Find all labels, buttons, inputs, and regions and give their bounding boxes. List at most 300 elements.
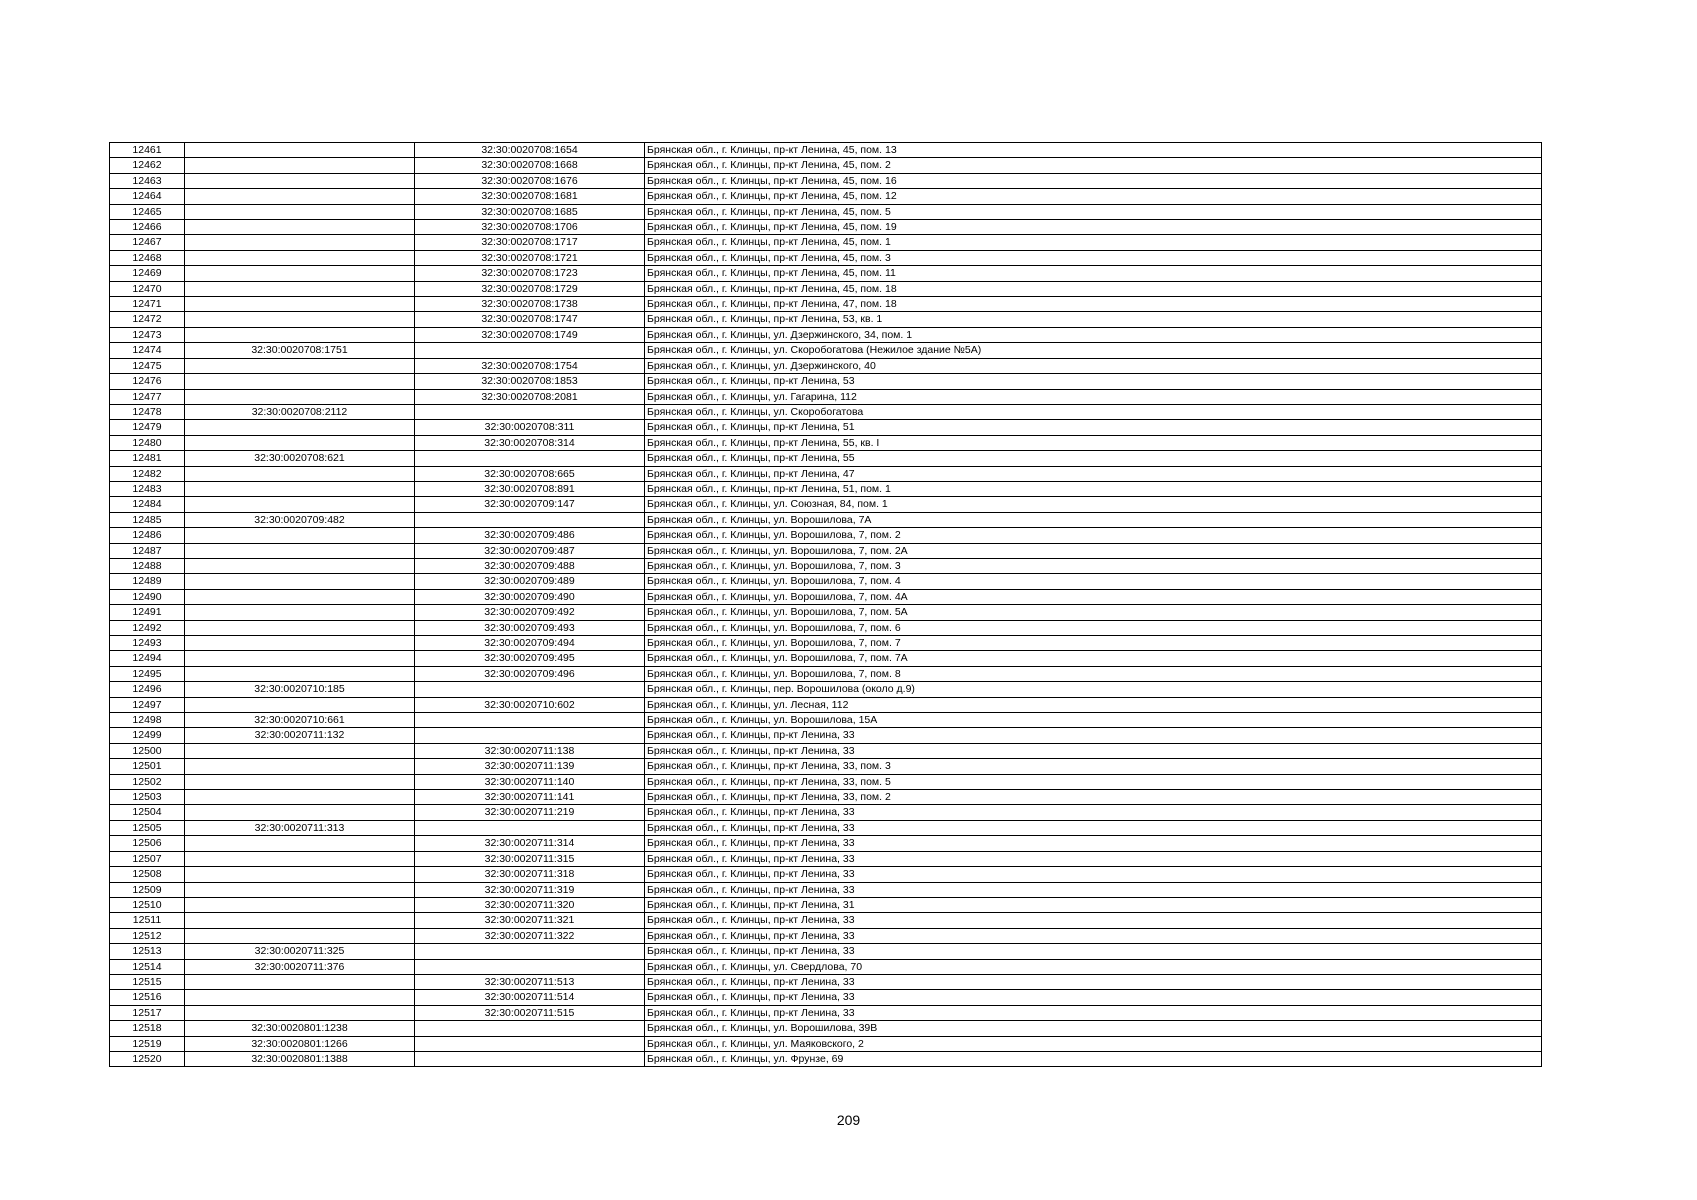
address-cell: Брянская обл., г. Клинцы, ул. Дзержинского, 34, пом. 1	[645, 327, 1542, 342]
building-cadastral-cell: 32:30:0020708:311	[415, 420, 645, 435]
row-number-cell: 12520	[110, 1051, 185, 1066]
table-row	[110, 728, 1542, 743]
building-cadastral-cell	[415, 343, 645, 358]
address-cell: Брянская обл., г. Клинцы, пр-кт Ленина, 33	[645, 743, 1542, 758]
building-cadastral-cell: 32:30:0020709:490	[415, 589, 645, 604]
land-cadastral-cell	[185, 189, 415, 204]
table-row	[110, 805, 1542, 820]
table-row	[110, 512, 1542, 527]
address-cell: Брянская обл., г. Клинцы, ул. Союзная, 84, пом. 1	[645, 497, 1542, 512]
building-cadastral-cell: 32:30:0020711:140	[415, 774, 645, 789]
building-cadastral-cell	[415, 728, 645, 743]
land-cadastral-cell	[185, 435, 415, 450]
building-cadastral-cell: 32:30:0020709:488	[415, 558, 645, 573]
address-cell: Брянская обл., г. Клинцы, ул. Скоробогатова (Нежилое здание №5А)	[645, 343, 1542, 358]
row-number-cell: 12514	[110, 959, 185, 974]
table-row	[110, 343, 1542, 358]
table-row	[110, 266, 1542, 281]
address-cell: Брянская обл., г. Клинцы, ул. Ворошилова, 7, пом. 4	[645, 574, 1542, 589]
land-cadastral-cell	[185, 651, 415, 666]
row-number-cell: 12488	[110, 558, 185, 573]
address-cell: Брянская обл., г. Клинцы, пр-кт Ленина, 51, пом. 1	[645, 481, 1542, 496]
table-row	[110, 404, 1542, 419]
address-cell: Брянская обл., г. Клинцы, пр-кт Ленина, 33	[645, 851, 1542, 866]
row-number-cell: 12465	[110, 204, 185, 219]
building-cadastral-cell: 32:30:0020711:138	[415, 743, 645, 758]
table-row	[110, 543, 1542, 558]
row-number-cell: 12483	[110, 481, 185, 496]
land-cadastral-cell	[185, 543, 415, 558]
table-row	[110, 959, 1542, 974]
row-number-cell: 12500	[110, 743, 185, 758]
row-number-cell: 12509	[110, 882, 185, 897]
building-cadastral-cell: 32:30:0020708:1723	[415, 266, 645, 281]
table-row	[110, 220, 1542, 235]
address-cell: Брянская обл., г. Клинцы, пр-кт Ленина, 45, пом. 13	[645, 143, 1542, 158]
land-cadastral-cell	[185, 220, 415, 235]
address-cell: Брянская обл., г. Клинцы, пр-кт Ленина, 45, пом. 19	[645, 220, 1542, 235]
table-row	[110, 1036, 1542, 1051]
land-cadastral-cell	[185, 913, 415, 928]
table-row	[110, 1005, 1542, 1020]
address-cell: Брянская обл., г. Клинцы, пр-кт Ленина, 33	[645, 820, 1542, 835]
address-cell: Брянская обл., г. Клинцы, пр-кт Ленина, 33	[645, 805, 1542, 820]
address-cell: Брянская обл., г. Клинцы, пр-кт Ленина, 33	[645, 944, 1542, 959]
address-cell: Брянская обл., г. Клинцы, ул. Маяковского, 2	[645, 1036, 1542, 1051]
building-cadastral-cell: 32:30:0020708:1676	[415, 173, 645, 188]
land-cadastral-cell	[185, 589, 415, 604]
row-number-cell: 12507	[110, 851, 185, 866]
row-number-cell: 12502	[110, 774, 185, 789]
land-cadastral-cell: 32:30:0020708:621	[185, 451, 415, 466]
row-number-cell: 12485	[110, 512, 185, 527]
row-number-cell: 12499	[110, 728, 185, 743]
address-cell: Брянская обл., г. Клинцы, ул. Гагарина, 112	[645, 389, 1542, 404]
building-cadastral-cell: 32:30:0020711:139	[415, 759, 645, 774]
table-row	[110, 558, 1542, 573]
building-cadastral-cell: 32:30:0020708:1721	[415, 250, 645, 265]
building-cadastral-cell	[415, 451, 645, 466]
address-cell: Брянская обл., г. Клинцы, ул. Ворошилова, 39В	[645, 1021, 1542, 1036]
building-cadastral-cell: 32:30:0020711:515	[415, 1005, 645, 1020]
building-cadastral-cell: 32:30:0020708:2081	[415, 389, 645, 404]
land-cadastral-cell	[185, 636, 415, 651]
address-cell: Брянская обл., г. Клинцы, ул. Ворошилова, 7, пом. 6	[645, 620, 1542, 635]
row-number-cell: 12468	[110, 250, 185, 265]
land-cadastral-cell	[185, 928, 415, 943]
table-row	[110, 1021, 1542, 1036]
building-cadastral-cell: 32:30:0020709:492	[415, 605, 645, 620]
table-row	[110, 928, 1542, 943]
table-row	[110, 867, 1542, 882]
land-cadastral-cell	[185, 266, 415, 281]
land-cadastral-cell	[185, 297, 415, 312]
row-number-cell: 12463	[110, 173, 185, 188]
address-cell: Брянская обл., г. Клинцы, ул. Скоробогатова	[645, 404, 1542, 419]
table-row	[110, 882, 1542, 897]
building-cadastral-cell: 32:30:0020711:219	[415, 805, 645, 820]
address-cell: Брянская обл., г. Клинцы, пр-кт Ленина, 55	[645, 451, 1542, 466]
address-cell: Брянская обл., г. Клинцы, ул. Ворошилова, 7, пом. 8	[645, 666, 1542, 681]
row-number-cell: 12482	[110, 466, 185, 481]
row-number-cell: 12473	[110, 327, 185, 342]
land-cadastral-cell	[185, 620, 415, 635]
address-cell: Брянская обл., г. Клинцы, пр-кт Ленина, 51	[645, 420, 1542, 435]
address-cell: Брянская обл., г. Клинцы, ул. Лесная, 112	[645, 697, 1542, 712]
land-cadastral-cell: 32:30:0020801:1238	[185, 1021, 415, 1036]
address-cell: Брянская обл., г. Клинцы, пр-кт Ленина, 47	[645, 466, 1542, 481]
address-cell: Брянская обл., г. Клинцы, пр-кт Ленина, 33	[645, 990, 1542, 1005]
address-cell: Брянская обл., г. Клинцы, пр-кт Ленина, 45, пом. 2	[645, 158, 1542, 173]
land-cadastral-cell: 32:30:0020708:1751	[185, 343, 415, 358]
row-number-cell: 12481	[110, 451, 185, 466]
land-cadastral-cell: 32:30:0020801:1388	[185, 1051, 415, 1066]
table-row	[110, 651, 1542, 666]
table-row	[110, 250, 1542, 265]
building-cadastral-cell: 32:30:0020709:487	[415, 543, 645, 558]
address-cell: Брянская обл., г. Клинцы, пр-кт Ленина, 33	[645, 974, 1542, 989]
building-cadastral-cell	[415, 944, 645, 959]
building-cadastral-cell	[415, 682, 645, 697]
address-cell: Брянская обл., г. Клинцы, пр-кт Ленина, 53	[645, 374, 1542, 389]
building-cadastral-cell: 32:30:0020708:1853	[415, 374, 645, 389]
table-row	[110, 281, 1542, 296]
building-cadastral-cell: 32:30:0020711:141	[415, 790, 645, 805]
table-row	[110, 528, 1542, 543]
table-row	[110, 189, 1542, 204]
table-row	[110, 158, 1542, 173]
row-number-cell: 12476	[110, 374, 185, 389]
building-cadastral-cell: 32:30:0020711:319	[415, 882, 645, 897]
address-cell: Брянская обл., г. Клинцы, пр-кт Ленина, 47, пом. 18	[645, 297, 1542, 312]
table-row	[110, 204, 1542, 219]
land-cadastral-cell	[185, 374, 415, 389]
row-number-cell: 12493	[110, 636, 185, 651]
table-row	[110, 374, 1542, 389]
row-number-cell: 12487	[110, 543, 185, 558]
row-number-cell: 12501	[110, 759, 185, 774]
table-row	[110, 897, 1542, 912]
table-row	[110, 836, 1542, 851]
row-number-cell: 12484	[110, 497, 185, 512]
table-row	[110, 143, 1542, 158]
building-cadastral-cell: 32:30:0020708:1747	[415, 312, 645, 327]
land-cadastral-cell	[185, 420, 415, 435]
address-cell: Брянская обл., г. Клинцы, ул. Ворошилова, 7, пом. 7А	[645, 651, 1542, 666]
building-cadastral-cell: 32:30:0020709:147	[415, 497, 645, 512]
address-cell: Брянская обл., г. Клинцы, пер. Ворошилова (около д.9)	[645, 682, 1542, 697]
address-cell: Брянская обл., г. Клинцы, пр-кт Ленина, 45, пом. 3	[645, 250, 1542, 265]
building-cadastral-cell	[415, 404, 645, 419]
row-number-cell: 12475	[110, 358, 185, 373]
land-cadastral-cell	[185, 759, 415, 774]
land-cadastral-cell	[185, 158, 415, 173]
land-cadastral-cell	[185, 743, 415, 758]
address-cell: Брянская обл., г. Клинцы, пр-кт Ленина, 31	[645, 897, 1542, 912]
land-cadastral-cell	[185, 558, 415, 573]
land-cadastral-cell: 32:30:0020711:325	[185, 944, 415, 959]
table-row	[110, 420, 1542, 435]
row-number-cell: 12516	[110, 990, 185, 1005]
land-cadastral-cell	[185, 805, 415, 820]
address-cell: Брянская обл., г. Клинцы, пр-кт Ленина, 53, кв. 1	[645, 312, 1542, 327]
land-cadastral-cell: 32:30:0020711:132	[185, 728, 415, 743]
table-row	[110, 743, 1542, 758]
row-number-cell: 12511	[110, 913, 185, 928]
land-cadastral-cell: 32:30:0020710:661	[185, 713, 415, 728]
table-row	[110, 682, 1542, 697]
land-cadastral-cell	[185, 358, 415, 373]
land-cadastral-cell	[185, 528, 415, 543]
address-cell: Брянская обл., г. Клинцы, пр-кт Ленина, 33	[645, 867, 1542, 882]
building-cadastral-cell: 32:30:0020711:315	[415, 851, 645, 866]
building-cadastral-cell: 32:30:0020708:314	[415, 435, 645, 450]
row-number-cell: 12512	[110, 928, 185, 943]
building-cadastral-cell: 32:30:0020708:891	[415, 481, 645, 496]
building-cadastral-cell	[415, 1021, 645, 1036]
table-row	[110, 389, 1542, 404]
address-cell: Брянская обл., г. Клинцы, ул. Ворошилова, 7, пом. 5А	[645, 605, 1542, 620]
row-number-cell: 12486	[110, 528, 185, 543]
building-cadastral-cell	[415, 1036, 645, 1051]
address-cell: Брянская обл., г. Клинцы, пр-кт Ленина, 45, пом. 16	[645, 173, 1542, 188]
row-number-cell: 12519	[110, 1036, 185, 1051]
row-number-cell: 12479	[110, 420, 185, 435]
address-cell: Брянская обл., г. Клинцы, пр-кт Ленина, 45, пом. 11	[645, 266, 1542, 281]
building-cadastral-cell: 32:30:0020708:1754	[415, 358, 645, 373]
building-cadastral-cell	[415, 959, 645, 974]
land-cadastral-cell	[185, 281, 415, 296]
table-row	[110, 697, 1542, 712]
table-row	[110, 297, 1542, 312]
building-cadastral-cell: 32:30:0020711:514	[415, 990, 645, 1005]
land-cadastral-cell	[185, 1005, 415, 1020]
row-number-cell: 12496	[110, 682, 185, 697]
building-cadastral-cell: 32:30:0020710:602	[415, 697, 645, 712]
building-cadastral-cell: 32:30:0020711:321	[415, 913, 645, 928]
land-cadastral-cell: 32:30:0020711:313	[185, 820, 415, 835]
land-cadastral-cell: 32:30:0020709:482	[185, 512, 415, 527]
address-cell: Брянская обл., г. Клинцы, ул. Ворошилова, 7, пом. 2	[645, 528, 1542, 543]
table-row	[110, 774, 1542, 789]
table-row	[110, 235, 1542, 250]
row-number-cell: 12495	[110, 666, 185, 681]
table-row	[110, 636, 1542, 651]
building-cadastral-cell: 32:30:0020709:486	[415, 528, 645, 543]
address-cell: Брянская обл., г. Клинцы, ул. Ворошилова, 7, пом. 3	[645, 558, 1542, 573]
table-row	[110, 466, 1542, 481]
row-number-cell: 12489	[110, 574, 185, 589]
building-cadastral-cell: 32:30:0020709:489	[415, 574, 645, 589]
row-number-cell: 12492	[110, 620, 185, 635]
table-row	[110, 605, 1542, 620]
address-cell: Брянская обл., г. Клинцы, пр-кт Ленина, 33, пом. 5	[645, 774, 1542, 789]
row-number-cell: 12515	[110, 974, 185, 989]
table-row	[110, 913, 1542, 928]
row-number-cell: 12504	[110, 805, 185, 820]
building-cadastral-cell	[415, 820, 645, 835]
building-cadastral-cell: 32:30:0020708:1729	[415, 281, 645, 296]
land-cadastral-cell	[185, 897, 415, 912]
table-row	[110, 481, 1542, 496]
building-cadastral-cell: 32:30:0020711:318	[415, 867, 645, 882]
land-cadastral-cell	[185, 790, 415, 805]
row-number-cell: 12477	[110, 389, 185, 404]
row-number-cell: 12498	[110, 713, 185, 728]
land-cadastral-cell	[185, 851, 415, 866]
row-number-cell: 12470	[110, 281, 185, 296]
property-register-table	[109, 142, 1542, 1067]
table-row	[110, 312, 1542, 327]
row-number-cell: 12518	[110, 1021, 185, 1036]
building-cadastral-cell: 32:30:0020711:513	[415, 974, 645, 989]
land-cadastral-cell	[185, 697, 415, 712]
address-cell: Брянская обл., г. Клинцы, пр-кт Ленина, 33	[645, 928, 1542, 943]
building-cadastral-cell: 32:30:0020708:1681	[415, 189, 645, 204]
address-cell: Брянская обл., г. Клинцы, пр-кт Ленина, 33	[645, 728, 1542, 743]
table-row	[110, 820, 1542, 835]
address-cell: Брянская обл., г. Клинцы, пр-кт Ленина, 45, пом. 12	[645, 189, 1542, 204]
row-number-cell: 12471	[110, 297, 185, 312]
row-number-cell: 12466	[110, 220, 185, 235]
land-cadastral-cell	[185, 836, 415, 851]
land-cadastral-cell	[185, 250, 415, 265]
land-cadastral-cell	[185, 974, 415, 989]
address-cell: Брянская обл., г. Клинцы, ул. Ворошилова, 7А	[645, 512, 1542, 527]
building-cadastral-cell: 32:30:0020708:1654	[415, 143, 645, 158]
table-row	[110, 497, 1542, 512]
building-cadastral-cell: 32:30:0020708:1706	[415, 220, 645, 235]
row-number-cell: 12491	[110, 605, 185, 620]
address-cell: Брянская обл., г. Клинцы, пр-кт Ленина, 33	[645, 836, 1542, 851]
row-number-cell: 12506	[110, 836, 185, 851]
address-cell: Брянская обл., г. Клинцы, пр-кт Ленина, 33, пом. 3	[645, 759, 1542, 774]
table-row	[110, 620, 1542, 635]
land-cadastral-cell	[185, 990, 415, 1005]
building-cadastral-cell: 32:30:0020711:314	[415, 836, 645, 851]
page-number: 209	[836, 1112, 861, 1128]
table-row	[110, 759, 1542, 774]
land-cadastral-cell: 32:30:0020710:185	[185, 682, 415, 697]
building-cadastral-cell: 32:30:0020708:1685	[415, 204, 645, 219]
row-number-cell: 12462	[110, 158, 185, 173]
land-cadastral-cell: 32:30:0020711:376	[185, 959, 415, 974]
table-row	[110, 327, 1542, 342]
table-row	[110, 1051, 1542, 1066]
row-number-cell: 12490	[110, 589, 185, 604]
table-row	[110, 574, 1542, 589]
land-cadastral-cell	[185, 143, 415, 158]
land-cadastral-cell: 32:30:0020801:1266	[185, 1036, 415, 1051]
building-cadastral-cell: 32:30:0020708:1738	[415, 297, 645, 312]
land-cadastral-cell	[185, 574, 415, 589]
address-cell: Брянская обл., г. Клинцы, пр-кт Ленина, 33, пом. 2	[645, 790, 1542, 805]
building-cadastral-cell: 32:30:0020709:495	[415, 651, 645, 666]
building-cadastral-cell: 32:30:0020708:1749	[415, 327, 645, 342]
land-cadastral-cell	[185, 882, 415, 897]
row-number-cell: 12474	[110, 343, 185, 358]
table-row	[110, 944, 1542, 959]
building-cadastral-cell: 32:30:0020709:494	[415, 636, 645, 651]
land-cadastral-cell	[185, 204, 415, 219]
building-cadastral-cell: 32:30:0020708:1668	[415, 158, 645, 173]
table-row	[110, 990, 1542, 1005]
row-number-cell: 12508	[110, 867, 185, 882]
address-cell: Брянская обл., г. Клинцы, пр-кт Ленина, 33	[645, 913, 1542, 928]
address-cell: Брянская обл., г. Клинцы, пр-кт Ленина, 55, кв. I	[645, 435, 1542, 450]
address-cell: Брянская обл., г. Клинцы, пр-кт Ленина, 45, пом. 1	[645, 235, 1542, 250]
table-row	[110, 790, 1542, 805]
table-row	[110, 713, 1542, 728]
land-cadastral-cell	[185, 173, 415, 188]
land-cadastral-cell	[185, 389, 415, 404]
address-cell: Брянская обл., г. Клинцы, пр-кт Ленина, 45, пом. 5	[645, 204, 1542, 219]
building-cadastral-cell: 32:30:0020708:665	[415, 466, 645, 481]
address-cell: Брянская обл., г. Клинцы, ул. Ворошилова, 7, пом. 2А	[645, 543, 1542, 558]
building-cadastral-cell: 32:30:0020709:493	[415, 620, 645, 635]
row-number-cell: 12469	[110, 266, 185, 281]
address-cell: Брянская обл., г. Клинцы, пр-кт Ленина, 33	[645, 1005, 1542, 1020]
table-row	[110, 358, 1542, 373]
table-row	[110, 974, 1542, 989]
land-cadastral-cell	[185, 312, 415, 327]
land-cadastral-cell	[185, 666, 415, 681]
building-cadastral-cell	[415, 713, 645, 728]
row-number-cell: 12497	[110, 697, 185, 712]
building-cadastral-cell: 32:30:0020708:1717	[415, 235, 645, 250]
row-number-cell: 12472	[110, 312, 185, 327]
building-cadastral-cell: 32:30:0020711:322	[415, 928, 645, 943]
land-cadastral-cell	[185, 466, 415, 481]
row-number-cell: 12510	[110, 897, 185, 912]
address-cell: Брянская обл., г. Клинцы, ул. Ворошилова, 7, пом. 7	[645, 636, 1542, 651]
building-cadastral-cell: 32:30:0020711:320	[415, 897, 645, 912]
address-cell: Брянская обл., г. Клинцы, пр-кт Ленина, 45, пом. 18	[645, 281, 1542, 296]
land-cadastral-cell	[185, 867, 415, 882]
row-number-cell: 12480	[110, 435, 185, 450]
land-cadastral-cell	[185, 605, 415, 620]
building-cadastral-cell	[415, 1051, 645, 1066]
address-cell: Брянская обл., г. Клинцы, ул. Дзержинского, 40	[645, 358, 1542, 373]
table-row	[110, 173, 1542, 188]
land-cadastral-cell	[185, 327, 415, 342]
address-cell: Брянская обл., г. Клинцы, ул. Ворошилова, 15А	[645, 713, 1542, 728]
row-number-cell: 12505	[110, 820, 185, 835]
land-cadastral-cell	[185, 235, 415, 250]
land-cadastral-cell	[185, 481, 415, 496]
table-row	[110, 851, 1542, 866]
row-number-cell: 12467	[110, 235, 185, 250]
land-cadastral-cell	[185, 774, 415, 789]
table-row	[110, 589, 1542, 604]
table-row	[110, 451, 1542, 466]
building-cadastral-cell	[415, 512, 645, 527]
row-number-cell: 12464	[110, 189, 185, 204]
land-cadastral-cell	[185, 497, 415, 512]
row-number-cell: 12494	[110, 651, 185, 666]
table-row	[110, 435, 1542, 450]
address-cell: Брянская обл., г. Клинцы, пр-кт Ленина, 33	[645, 882, 1542, 897]
land-cadastral-cell: 32:30:0020708:2112	[185, 404, 415, 419]
register-body	[110, 143, 1542, 1067]
address-cell: Брянская обл., г. Клинцы, ул. Свердлова, 70	[645, 959, 1542, 974]
row-number-cell: 12517	[110, 1005, 185, 1020]
address-cell: Брянская обл., г. Клинцы, ул. Фрунзе, 69	[645, 1051, 1542, 1066]
building-cadastral-cell: 32:30:0020709:496	[415, 666, 645, 681]
table-row	[110, 666, 1542, 681]
row-number-cell: 12478	[110, 404, 185, 419]
row-number-cell: 12461	[110, 143, 185, 158]
